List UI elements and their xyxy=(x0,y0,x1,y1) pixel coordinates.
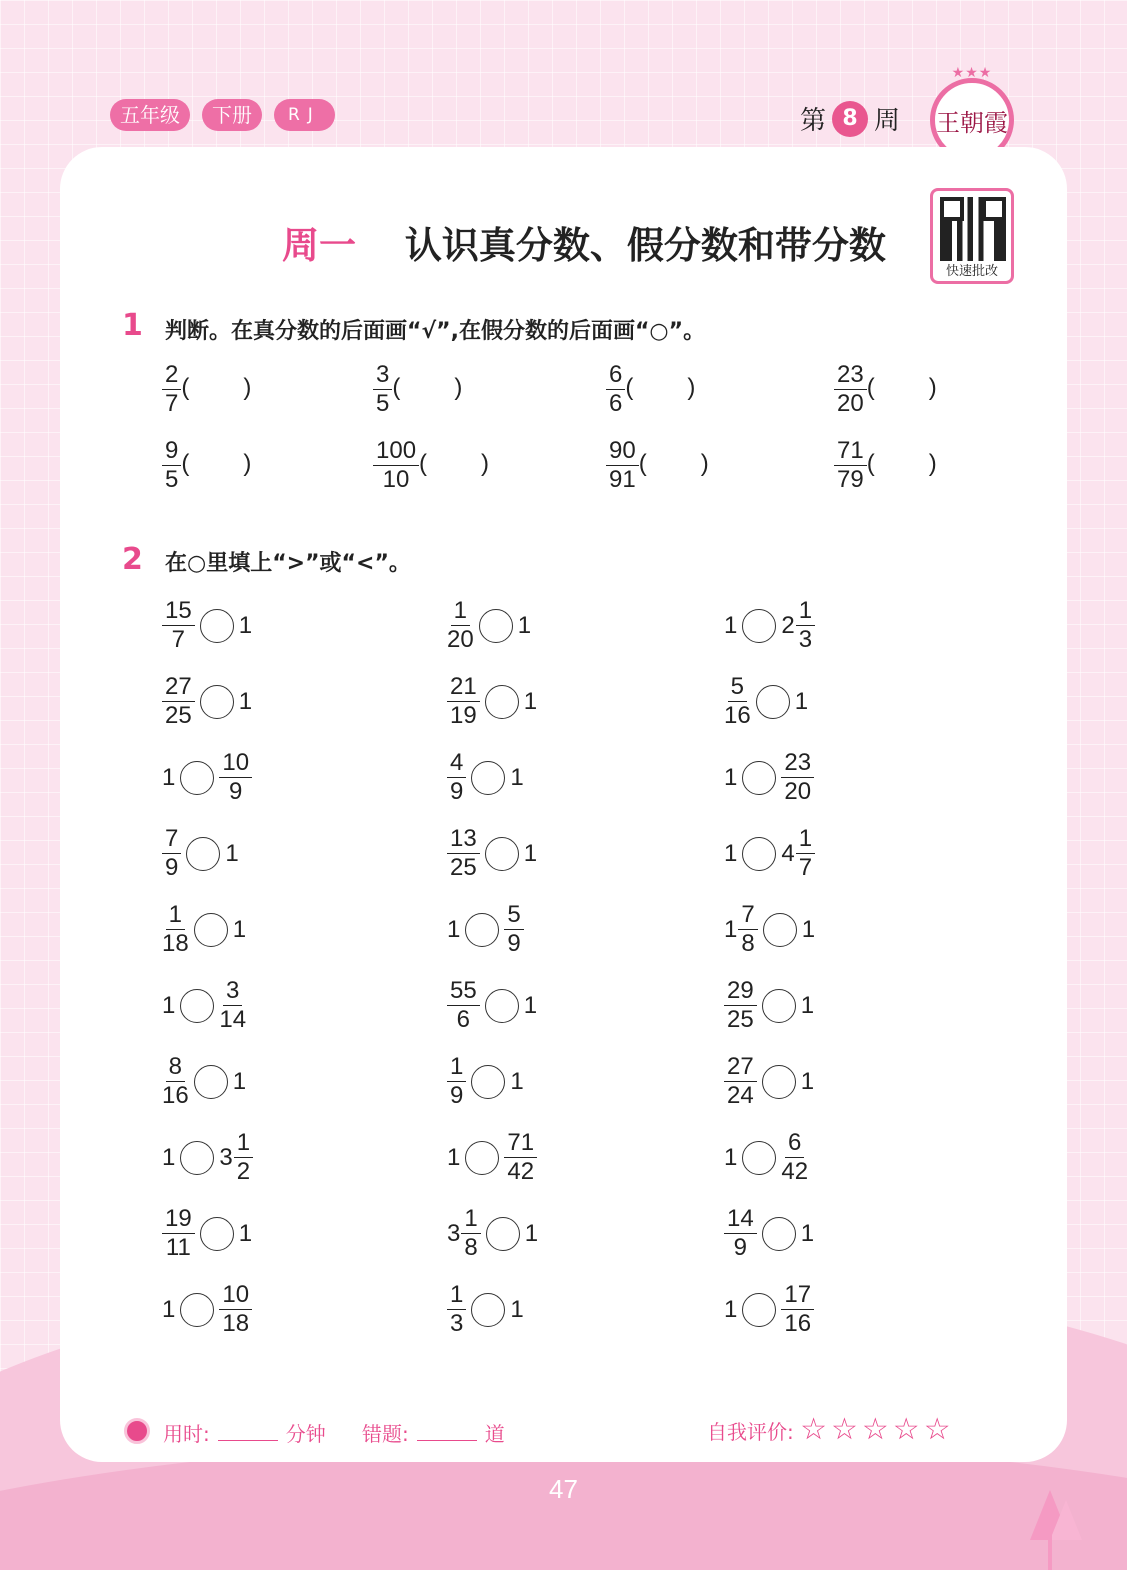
numerator: 15 xyxy=(162,598,195,626)
numerator: 7 xyxy=(738,902,757,930)
numerator: 1 xyxy=(166,902,185,930)
numerator: 3 xyxy=(373,362,392,390)
denominator: 19 xyxy=(450,702,477,729)
fraction xyxy=(373,362,392,417)
numerator: 7 xyxy=(162,826,181,854)
page-number: 47 xyxy=(549,1474,578,1504)
whole-number: 1 xyxy=(517,611,532,639)
answer-circle[interactable] xyxy=(180,761,214,795)
fraction xyxy=(234,1130,253,1185)
denominator: 14 xyxy=(219,1006,247,1033)
numerator: 1 xyxy=(796,598,815,626)
numerator: 29 xyxy=(724,978,757,1006)
compare-item xyxy=(724,1054,814,1109)
whole-number: 1 xyxy=(724,1295,738,1323)
denominator: 9 xyxy=(733,1234,748,1261)
fraction xyxy=(606,362,625,417)
whole-number: 1 xyxy=(225,839,239,867)
denominator: 9 xyxy=(450,778,464,805)
error-count xyxy=(362,1418,505,1447)
fraction xyxy=(162,826,181,881)
denominator: 7 xyxy=(171,626,186,653)
denominator: 5 xyxy=(376,390,390,417)
denominator: 10 xyxy=(382,466,410,493)
fraction xyxy=(162,902,189,957)
fraction xyxy=(162,674,195,729)
fraction xyxy=(447,750,466,805)
denominator: 25 xyxy=(727,1006,754,1033)
fraction xyxy=(724,674,751,729)
compare-item xyxy=(447,1054,524,1109)
numerator: 13 xyxy=(447,826,480,854)
numerator: 27 xyxy=(162,674,195,702)
answer-circle[interactable] xyxy=(742,1293,776,1327)
question-2-number: 2 xyxy=(122,542,143,577)
numerator: 1 xyxy=(447,1282,466,1310)
answer-circle[interactable] xyxy=(471,1293,505,1327)
compare-item xyxy=(724,978,814,1033)
time-blank[interactable] xyxy=(218,1440,278,1441)
fraction xyxy=(162,1054,189,1109)
answer-circle[interactable] xyxy=(186,837,220,871)
whole-number: 1 xyxy=(794,687,809,715)
answer-parentheses[interactable]: ( ) xyxy=(625,373,696,401)
numerator: 1 xyxy=(451,598,470,626)
whole-number: 1 xyxy=(523,839,538,867)
fraction xyxy=(724,1206,757,1261)
whole-number: 1 xyxy=(447,1143,461,1171)
whole-number: 1 xyxy=(238,1219,253,1247)
denominator: 3 xyxy=(450,1310,464,1337)
mixed-whole-part: 3 xyxy=(447,1219,461,1247)
denominator: 79 xyxy=(837,466,864,493)
whole-number: 1 xyxy=(238,687,253,715)
denominator: 8 xyxy=(741,930,755,957)
answer-circle[interactable] xyxy=(762,989,796,1023)
numerator: 23 xyxy=(781,750,814,778)
answer-circle[interactable] xyxy=(762,1217,796,1251)
answer-circle[interactable] xyxy=(762,1065,796,1099)
fraction xyxy=(162,598,195,653)
qr-code-icon xyxy=(940,197,1006,261)
edition-tag: RJ xyxy=(274,99,335,131)
fraction xyxy=(834,362,867,417)
tree-decoration-2 xyxy=(1050,1500,1082,1540)
title-topic: 认识真分数、假分数和带分数 xyxy=(404,224,886,267)
denominator: 25 xyxy=(450,854,477,881)
whole-number: 1 xyxy=(800,1067,815,1095)
whole-number: 1 xyxy=(510,763,524,791)
denominator: 9 xyxy=(450,1082,464,1109)
fraction xyxy=(796,598,815,653)
numerator: 1 xyxy=(447,1054,466,1082)
answer-parentheses[interactable]: ( ) xyxy=(419,449,490,477)
compare-item xyxy=(724,1130,808,1185)
answer-parentheses[interactable]: ( ) xyxy=(638,449,709,477)
page-title xyxy=(282,215,886,269)
compare-item xyxy=(162,598,252,653)
fraction xyxy=(162,438,181,493)
time-used xyxy=(163,1418,326,1447)
whole-number: 1 xyxy=(800,991,815,1019)
time-unit: 分钟 xyxy=(285,1422,326,1446)
numerator: 1 xyxy=(234,1130,253,1158)
fraction xyxy=(373,438,419,493)
denominator: 16 xyxy=(724,702,751,729)
fraction xyxy=(162,362,181,417)
compare-item xyxy=(447,1130,537,1185)
compare-item xyxy=(162,1054,246,1109)
whole-number: 1 xyxy=(162,1295,176,1323)
answer-circle[interactable] xyxy=(471,1065,505,1099)
judge-item xyxy=(162,362,251,417)
whole-number: 1 xyxy=(232,1067,247,1095)
compare-item xyxy=(447,598,531,653)
denominator: 7 xyxy=(798,854,813,881)
answer-circle[interactable] xyxy=(465,913,499,947)
numerator: 2 xyxy=(162,362,181,390)
fraction xyxy=(447,1054,466,1109)
numerator: 9 xyxy=(162,438,181,466)
judge-item xyxy=(834,438,937,493)
numerator: 71 xyxy=(834,438,867,466)
volume-tag: 下册 xyxy=(202,99,262,131)
answer-circle[interactable] xyxy=(200,685,234,719)
compare-item xyxy=(162,978,246,1033)
numerator: 6 xyxy=(785,1130,804,1158)
whole-number: 1 xyxy=(447,915,461,943)
judge-item xyxy=(373,438,489,493)
answer-circle[interactable] xyxy=(180,1141,214,1175)
fraction xyxy=(162,1206,195,1261)
compare-item xyxy=(724,826,815,881)
answer-circle[interactable] xyxy=(479,609,513,643)
compare-item xyxy=(447,1206,538,1261)
denominator: 42 xyxy=(781,1158,809,1185)
fraction xyxy=(219,1282,252,1337)
denominator: 9 xyxy=(165,854,179,881)
answer-parentheses[interactable]: ( ) xyxy=(392,373,463,401)
numerator: 14 xyxy=(724,1206,757,1234)
self-rating xyxy=(707,1412,955,1447)
whole-number: 1 xyxy=(801,915,816,943)
question-1-instruction: 判断。在真分数的后面画“√”,在假分数的后面画“○”。 xyxy=(165,319,706,344)
denominator: 18 xyxy=(222,1310,250,1337)
numerator: 10 xyxy=(219,1282,252,1310)
denominator: 6 xyxy=(609,390,623,417)
denominator: 5 xyxy=(165,466,179,493)
answer-circle[interactable] xyxy=(742,761,776,795)
whole-number: 1 xyxy=(523,991,538,1019)
answer-circle[interactable] xyxy=(742,609,776,643)
compare-item xyxy=(447,826,537,881)
numerator: 21 xyxy=(447,674,480,702)
answer-parentheses[interactable]: ( ) xyxy=(866,449,937,477)
fraction xyxy=(447,674,480,729)
denominator: 9 xyxy=(507,930,521,957)
title-day: 周一 xyxy=(282,224,356,267)
compare-item xyxy=(724,1282,814,1337)
compare-item xyxy=(162,750,252,805)
judge-item xyxy=(834,362,937,417)
answer-circle[interactable] xyxy=(194,1065,228,1099)
compare-item xyxy=(724,1206,814,1261)
errors-unit: 道 xyxy=(484,1422,505,1446)
numerator: 5 xyxy=(728,674,747,702)
numerator: 71 xyxy=(504,1130,537,1158)
numerator: 19 xyxy=(162,1206,195,1234)
rating-label: 自我评价: xyxy=(707,1420,794,1444)
mixed-whole-part: 4 xyxy=(781,839,795,867)
fraction xyxy=(781,1282,814,1337)
denominator: 18 xyxy=(162,930,189,957)
judge-item xyxy=(162,438,251,493)
fraction xyxy=(781,750,814,805)
errors-label: 错题: xyxy=(362,1422,409,1446)
denominator: 91 xyxy=(609,466,636,493)
answer-circle[interactable] xyxy=(742,1141,776,1175)
whole-number: 1 xyxy=(523,687,538,715)
whole-number: 1 xyxy=(162,991,176,1019)
fraction xyxy=(781,1130,808,1185)
fraction xyxy=(724,1054,757,1109)
denominator: 2 xyxy=(236,1158,251,1185)
denominator: 20 xyxy=(447,626,474,653)
answer-circle[interactable] xyxy=(742,837,776,871)
answer-circle[interactable] xyxy=(200,609,234,643)
denominator: 20 xyxy=(837,390,864,417)
header-tags xyxy=(110,99,335,131)
compare-item xyxy=(162,1206,252,1261)
mixed-whole-part: 2 xyxy=(781,611,795,639)
denominator: 42 xyxy=(507,1158,535,1185)
whole-number: 1 xyxy=(724,611,738,639)
denominator: 9 xyxy=(229,778,243,805)
fraction xyxy=(219,750,252,805)
qr-label: 快速批改 xyxy=(945,264,998,279)
week-indicator xyxy=(800,100,900,137)
whole-number: 1 xyxy=(510,1295,524,1323)
numerator: 4 xyxy=(447,750,466,778)
whole-number: 1 xyxy=(232,915,247,943)
fraction xyxy=(796,826,815,881)
time-label: 用时: xyxy=(163,1422,210,1446)
compare-item xyxy=(447,674,537,729)
whole-number: 1 xyxy=(162,1143,176,1171)
numerator: 6 xyxy=(606,362,625,390)
fraction xyxy=(504,1130,537,1185)
compare-item xyxy=(162,1130,253,1185)
compare-item xyxy=(724,674,808,729)
fraction xyxy=(447,826,480,881)
denominator: 16 xyxy=(784,1310,812,1337)
compare-item xyxy=(162,902,246,957)
answer-circle[interactable] xyxy=(485,837,519,871)
fraction xyxy=(461,1206,480,1261)
fraction xyxy=(504,902,523,957)
tree-trunk xyxy=(1048,1535,1052,1570)
fraction xyxy=(834,438,867,493)
whole-number: 1 xyxy=(724,763,738,791)
week-suffix: 周 xyxy=(874,106,901,136)
denominator: 25 xyxy=(165,702,192,729)
numerator: 10 xyxy=(219,750,252,778)
numerator: 23 xyxy=(834,362,867,390)
fraction xyxy=(724,978,757,1033)
fraction xyxy=(219,978,246,1033)
numerator: 1 xyxy=(461,1206,480,1234)
answer-circle[interactable] xyxy=(485,685,519,719)
denominator: 3 xyxy=(798,626,813,653)
answer-parentheses[interactable]: ( ) xyxy=(866,373,937,401)
mixed-whole-part: 1 xyxy=(724,915,738,943)
denominator: 6 xyxy=(456,1006,471,1033)
numerator: 27 xyxy=(724,1054,757,1082)
fraction xyxy=(447,598,474,653)
compare-item xyxy=(162,674,252,729)
question-2-instruction: 在○里填上“>”或“<”。 xyxy=(165,551,411,576)
denominator: 20 xyxy=(784,778,812,805)
fraction xyxy=(606,438,639,493)
compare-item xyxy=(724,598,815,653)
compare-item xyxy=(447,978,537,1033)
errors-blank[interactable] xyxy=(417,1440,477,1441)
week-number-badge: 8 xyxy=(832,101,868,137)
denominator: 24 xyxy=(727,1082,754,1109)
numerator: 1 xyxy=(796,826,815,854)
answer-circle[interactable] xyxy=(180,989,214,1023)
compare-item xyxy=(447,902,524,957)
answer-circle[interactable] xyxy=(465,1141,499,1175)
qr-code-box[interactable] xyxy=(930,188,1014,284)
denominator: 11 xyxy=(165,1234,191,1261)
numerator: 3 xyxy=(223,978,242,1006)
whole-number: 1 xyxy=(162,763,176,791)
star-icon: ★★★ xyxy=(951,65,993,81)
judge-item xyxy=(606,362,695,417)
compare-item xyxy=(162,1282,252,1337)
mixed-whole-part: 3 xyxy=(219,1143,233,1171)
week-prefix: 第 xyxy=(800,106,827,136)
stopwatch-icon xyxy=(124,1418,150,1444)
compare-item xyxy=(724,902,815,957)
answer-circle[interactable] xyxy=(756,685,790,719)
question-1-number: 1 xyxy=(122,308,143,343)
judge-item xyxy=(606,438,709,493)
fraction xyxy=(447,1282,466,1337)
answer-circle[interactable] xyxy=(763,913,797,947)
answer-parentheses[interactable]: ( ) xyxy=(181,373,252,401)
answer-circle[interactable] xyxy=(180,1293,214,1327)
numerator: 8 xyxy=(166,1054,185,1082)
numerator: 100 xyxy=(373,438,419,466)
answer-circle[interactable] xyxy=(200,1217,234,1251)
numerator: 55 xyxy=(447,978,480,1006)
whole-number: 1 xyxy=(724,1143,738,1171)
whole-number: 1 xyxy=(800,1219,815,1247)
fraction xyxy=(738,902,757,957)
answer-circle[interactable] xyxy=(471,761,505,795)
answer-circle[interactable] xyxy=(194,913,228,947)
fraction xyxy=(447,978,480,1033)
numerator: 5 xyxy=(504,902,523,930)
compare-item xyxy=(447,750,524,805)
whole-number: 1 xyxy=(524,1219,539,1247)
grade-tag: 五年级 xyxy=(110,99,190,131)
denominator: 16 xyxy=(162,1082,189,1109)
answer-parentheses[interactable]: ( ) xyxy=(181,449,252,477)
answer-circle[interactable] xyxy=(486,1217,520,1251)
compare-item xyxy=(162,826,239,881)
numerator: 17 xyxy=(781,1282,814,1310)
denominator: 8 xyxy=(464,1234,478,1261)
brand-name: 王朝霞 xyxy=(936,108,1008,137)
whole-number: 1 xyxy=(724,839,738,867)
whole-number: 1 xyxy=(510,1067,524,1095)
compare-item xyxy=(724,750,814,805)
numerator: 90 xyxy=(606,438,639,466)
judge-item xyxy=(373,362,462,417)
whole-number: 1 xyxy=(238,611,253,639)
denominator: 7 xyxy=(165,390,179,417)
compare-item xyxy=(447,1282,524,1337)
answer-circle[interactable] xyxy=(485,989,519,1023)
rating-stars[interactable]: ☆☆☆☆☆ xyxy=(800,1412,955,1447)
